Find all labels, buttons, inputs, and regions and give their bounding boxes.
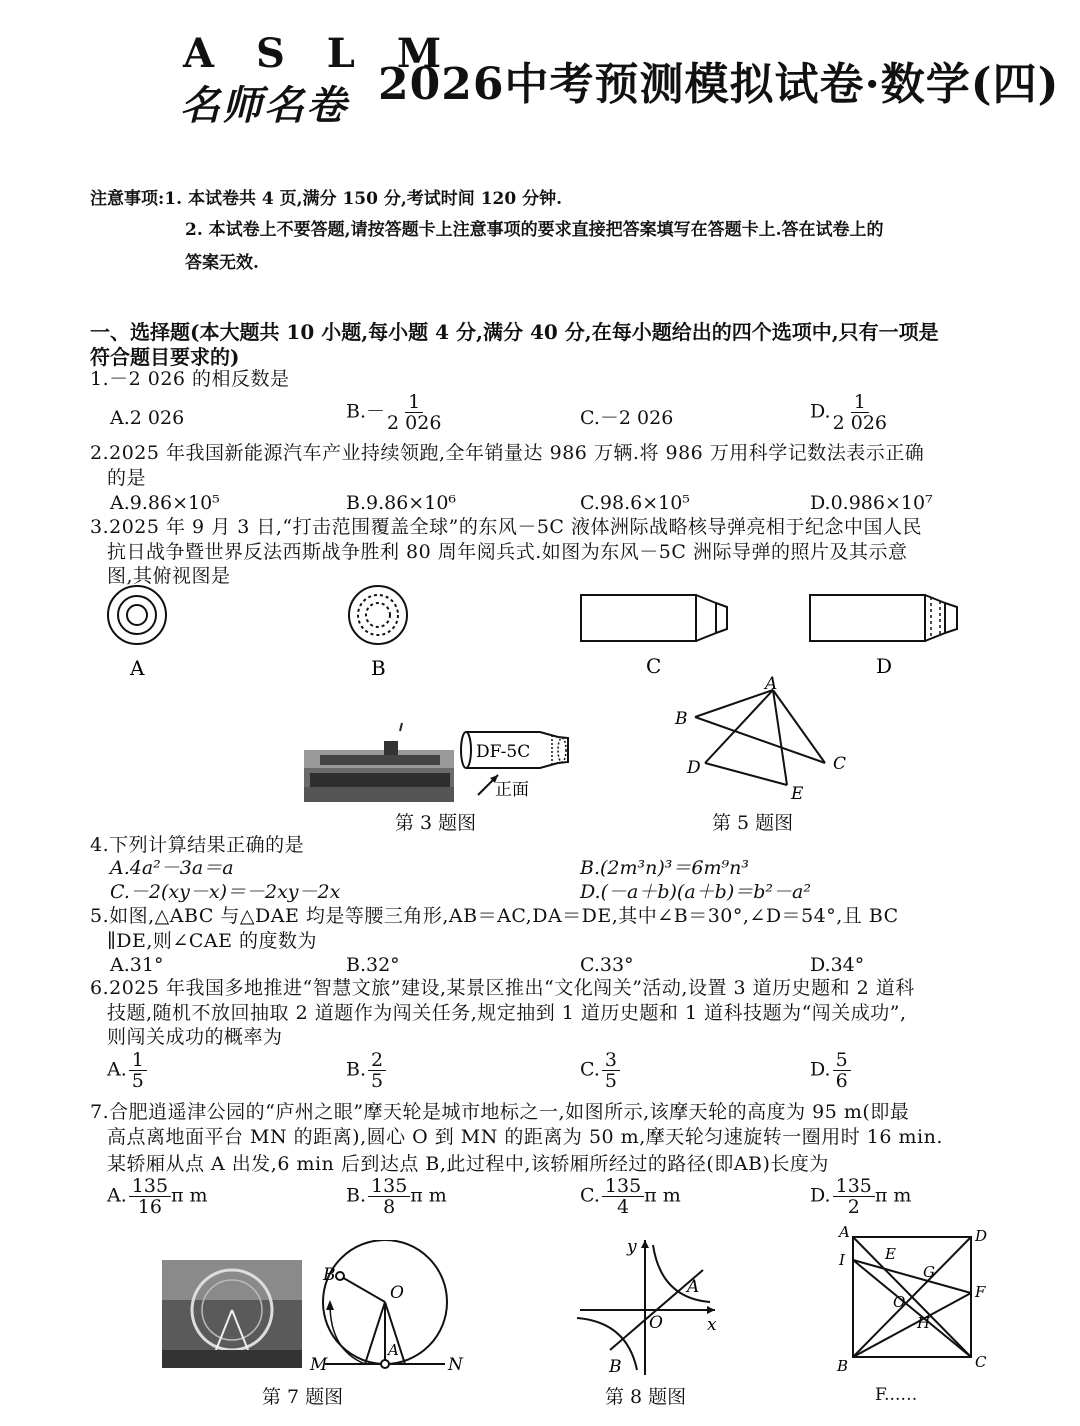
- fig5-D: D: [687, 758, 701, 778]
- q3-fig-c: [581, 595, 727, 641]
- q1-d-fraction: [833, 392, 887, 433]
- fig9: [835, 1225, 995, 1380]
- q3-label-c: C: [646, 654, 662, 678]
- q3-line2: 抗日战争暨世界反法西斯战争胜利 80 周年阅兵式.如图为东风－5C 洲际导弹的照片及其示意: [107, 541, 908, 563]
- q6-option-b: [346, 1050, 386, 1091]
- q2-option-b: B.9.86×10⁶: [346, 492, 457, 514]
- q7-c-suffix: π m: [644, 1184, 681, 1207]
- fig9-I: I: [839, 1251, 845, 1269]
- q7-line3: 某轿厢从点 A 出发,6 min 后到达点 B,此过程中,该轿厢所经过的路径(即AB)长度为: [107, 1153, 829, 1175]
- q7-option-a: [107, 1176, 208, 1217]
- q4-option-d: D.(－a＋b)(a＋b)＝b²－a²: [580, 881, 811, 903]
- q2-option-a: A.9.86×10⁵: [110, 492, 220, 514]
- q7-c-numerator: 135: [602, 1176, 644, 1197]
- q7-b-fraction: [368, 1176, 410, 1217]
- missile-label: DF-5C: [476, 742, 531, 762]
- q7-b-denominator: 8: [383, 1196, 396, 1218]
- q5-option-c: C.33°: [580, 954, 634, 976]
- q1-d-denominator: 2 026: [832, 412, 888, 434]
- q7-option-c: [580, 1176, 681, 1217]
- ferris-wheel-photo: [162, 1260, 302, 1368]
- q6-b-numerator: 2: [368, 1050, 386, 1071]
- q6-d-fraction: [833, 1050, 851, 1091]
- fig9-D: D: [975, 1227, 988, 1245]
- q5-line1: 5.如图,△ABC 与△DAE 均是等腰三角形,AB＝AC,DA＝DE,其中∠B＝30°,∠D＝54°,且 BC: [90, 905, 899, 927]
- q1-d-prefix: D.: [810, 400, 831, 423]
- fig5-E: E: [791, 784, 804, 804]
- q2-line2: 的是: [107, 467, 147, 489]
- q6-option-c: [580, 1050, 620, 1091]
- q6-d-denominator: 6: [835, 1070, 848, 1092]
- q5-option-a: A.31°: [110, 954, 164, 976]
- q7-a-fraction: [129, 1176, 171, 1217]
- fig8-O: O: [649, 1313, 663, 1333]
- fig9-O: O: [893, 1293, 906, 1311]
- q1-d-numerator: 1: [851, 392, 869, 413]
- q3-line1: 3.2025 年 9 月 3 日,“打击范围覆盖全球”的东风－5C 液体洲际战略核导弹亮相于纪念中国人民: [90, 516, 922, 538]
- q1-b-numerator: 1: [405, 392, 423, 413]
- fig9-caption: F...…: [875, 1385, 918, 1405]
- fig8-A: A: [687, 1277, 700, 1297]
- fig8-y: y: [627, 1237, 637, 1257]
- fig7-caption: 第 7 题图: [262, 1386, 344, 1408]
- section1-line1: 一、选择题(本大题共 10 小题,每小题 4 分,满分 40 分,在每小题给出的四个选项中,只有一项是: [90, 320, 939, 344]
- fig5: [665, 675, 865, 805]
- fig8-caption: 第 8 题图: [605, 1386, 687, 1408]
- q5-option-b: B.32°: [346, 954, 400, 976]
- q6-a-numerator: 1: [129, 1050, 147, 1071]
- q4-option-b: B.(2m³n)³＝6m⁹n³: [580, 857, 749, 879]
- notes-line1: [90, 184, 562, 214]
- fig9-G: G: [923, 1263, 935, 1281]
- fig8: [575, 1230, 725, 1380]
- q5-line2: ∥DE,则∠CAE 的度数为: [107, 930, 318, 952]
- fig8-B: B: [609, 1357, 622, 1377]
- q7-d-prefix: D.: [810, 1184, 831, 1207]
- fig9-F: F: [975, 1283, 986, 1301]
- fig9-A: A: [839, 1225, 850, 1241]
- notes-item2-line1: 2. 本试卷上不要答题,请按答题卡上注意事项的要求直接把答案填写在答题卡上.答在试卷上的: [185, 220, 884, 240]
- fig8-x: x: [707, 1315, 717, 1335]
- brand-letters: A S L M: [183, 30, 456, 77]
- fig9-B: B: [837, 1357, 849, 1375]
- q6-option-d: [810, 1050, 851, 1091]
- q5-option-d: D.34°: [810, 954, 865, 976]
- fig9-E: E: [885, 1245, 896, 1263]
- fig3-caption: 第 3 题图: [395, 812, 477, 834]
- q1-option-b: [346, 392, 441, 433]
- q3-label-d: D: [876, 654, 893, 678]
- q1-b-fraction: [387, 392, 441, 433]
- q1-option-c: C.－2 026: [580, 407, 674, 429]
- notes-item2-line2: 答案无效.: [185, 253, 259, 273]
- fig9-C: C: [975, 1353, 987, 1371]
- q6-d-numerator: 5: [833, 1050, 851, 1071]
- fig7-A: A: [388, 1341, 399, 1359]
- q7-d-fraction: [833, 1176, 875, 1217]
- fig7-O: O: [390, 1283, 404, 1303]
- q7-option-b: [346, 1176, 447, 1217]
- q7-line1: 7.合肥逍遥津公园的“庐州之眼”摩天轮是城市地标之一,如图所示,该摩天轮的高度为 95 m(即最: [90, 1101, 910, 1123]
- q4-stem: 4.下列计算结果正确的是: [90, 834, 305, 856]
- q6-b-denominator: 5: [371, 1070, 384, 1092]
- fig7: [160, 1240, 470, 1380]
- q2-option-c: C.98.6×10⁵: [580, 492, 690, 514]
- q6-d-prefix: D.: [810, 1058, 831, 1081]
- q1-option-a: A.2 026: [110, 407, 185, 429]
- fig5-A: A: [765, 675, 778, 694]
- q4-option-a: A.4a²－3a＝a: [110, 857, 234, 879]
- q2-line1: 2.2025 年我国新能源汽车产业持续领跑,全年销量达 986 万辆.将 986 万用科学记数法表示正确: [90, 442, 925, 464]
- q6-c-fraction: [602, 1050, 620, 1091]
- missile-sketch: [461, 732, 568, 800]
- q7-option-d: [810, 1176, 911, 1217]
- q7-a-suffix: π m: [171, 1184, 208, 1207]
- q2-option-d: D.0.986×10⁷: [810, 492, 933, 514]
- q6-a-denominator: 5: [131, 1070, 144, 1092]
- fig5-caption: 第 5 题图: [712, 812, 794, 834]
- q6-option-a: [107, 1050, 147, 1091]
- q3-line3: 图,其俯视图是: [107, 565, 231, 587]
- q6-line2: 技题,随机不放回抽取 2 道题作为闯关任务,规定抽到 1 道历史题和 1 道科技题为“闯关成功”,: [107, 1002, 907, 1024]
- fig9-H: H: [917, 1314, 931, 1332]
- q6-c-denominator: 5: [604, 1070, 617, 1092]
- fig5-C: C: [833, 754, 847, 774]
- q4-option-c: C.－2(xy－x)＝－2xy－2x: [110, 881, 341, 903]
- q7-d-suffix: π m: [874, 1184, 912, 1207]
- q7-b-suffix: π m: [410, 1184, 447, 1207]
- q7-a-numerator: 135: [129, 1176, 171, 1197]
- q7-b-numerator: 135: [368, 1176, 410, 1197]
- q6-b-prefix: B.: [346, 1058, 367, 1081]
- missile-photo: [304, 723, 454, 802]
- q3-label-a: A: [130, 656, 145, 680]
- section1-line2: 符合题目要求的): [90, 345, 240, 369]
- brand-name: 名师名卷: [180, 82, 348, 129]
- q3-fig-d: [810, 595, 957, 641]
- q3-figure: [300, 715, 600, 805]
- q1-stem: 1.－2 026 的相反数是: [90, 368, 290, 390]
- q3-fig-b: [349, 586, 407, 644]
- fig7-N: N: [448, 1355, 463, 1375]
- q7-b-prefix: B.: [346, 1184, 367, 1207]
- q6-line3: 则闯关成功的概率为: [107, 1026, 283, 1048]
- fig7-diagram: [323, 1240, 447, 1368]
- q6-a-fraction: [129, 1050, 147, 1091]
- q6-a-prefix: A.: [107, 1058, 127, 1081]
- q7-c-fraction: [602, 1176, 644, 1217]
- q3-fig-a: [108, 586, 166, 644]
- q7-d-numerator: 135: [833, 1176, 875, 1197]
- q7-c-prefix: C.: [580, 1184, 600, 1207]
- fig7-B: B: [323, 1265, 336, 1285]
- q1-b-denominator: 2 026: [387, 412, 442, 434]
- q3-label-b: B: [371, 656, 386, 680]
- q6-line1: 6.2025 年我国多地推进“智慧文旅”建设,某景区推出“文化闯关”活动,设置 3 道历史题和 2 道科: [90, 977, 915, 999]
- q7-c-denominator: 4: [616, 1196, 630, 1218]
- q7-d-denominator: 2: [847, 1196, 860, 1218]
- q3-option-figures: [95, 585, 1015, 685]
- q7-line2: 高点离地面平台 MN 的距离),圆心 O 到 MN 的距离为 50 m,摩天轮匀速旋转一圈用时 16 min.: [107, 1126, 943, 1148]
- notes-item1: 1. 本试卷共 4 页,满分 150 分,考试时间 120 分钟.: [164, 189, 563, 209]
- q1-option-d: [810, 392, 887, 433]
- q1-b-prefix: B.－: [346, 400, 386, 423]
- q7-a-prefix: A.: [107, 1184, 127, 1207]
- notes-label: 注意事项:: [90, 189, 165, 209]
- q6-b-fraction: [368, 1050, 386, 1091]
- fig5-B: B: [675, 709, 688, 729]
- q7-a-denominator: 16: [137, 1196, 162, 1218]
- q6-c-numerator: 3: [602, 1050, 620, 1071]
- page-title: 2026中考预测模拟试卷·数学(四): [378, 59, 1060, 110]
- q6-c-prefix: C.: [580, 1058, 600, 1081]
- fig7-M: M: [310, 1355, 328, 1375]
- front-label: 正面: [495, 780, 529, 800]
